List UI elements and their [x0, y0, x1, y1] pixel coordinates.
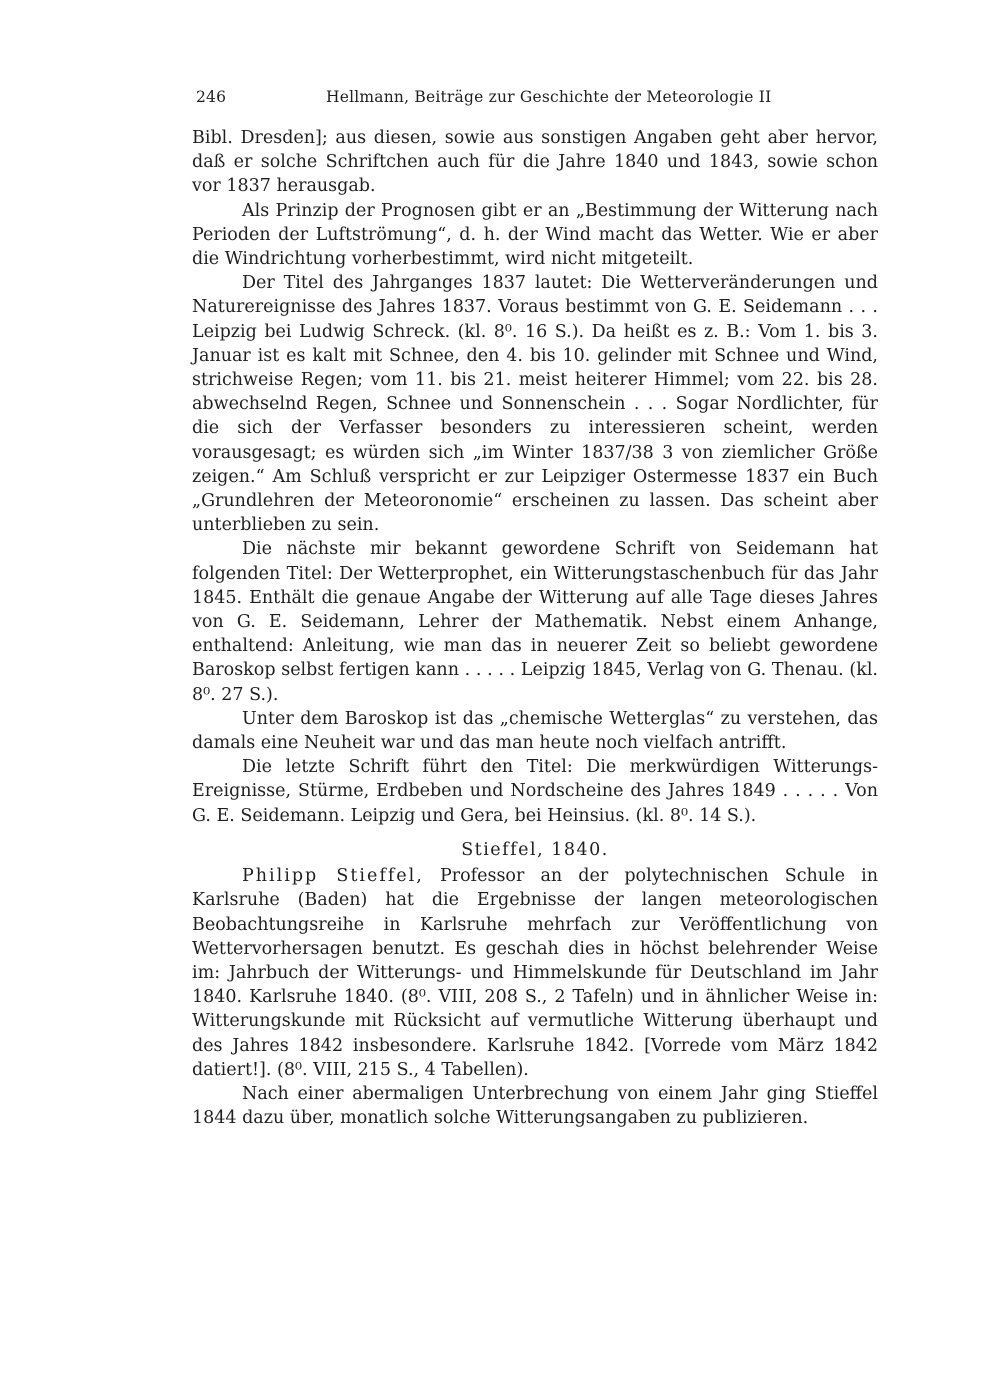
paragraph-continuation: Bibl. Dresden]; aus diesen, sowie aus sonstigen Angaben geht aber hervor, daß er solche Schriftchen auch für die Jahre 1840 und 1843, sowie schon vor 1837 herausgab. [192, 128, 878, 197]
paragraph-prognosen-prinzip: Als Prinzip der Prognosen gibt er an „Bestimmung der Witterung nach Perioden der Luftströmung“, d. h. der Wind macht das Wetter. Wie er aber die Windrichtung vorherbestimmt, wird nicht mitgeteilt. [192, 200, 878, 270]
paragraph-letzte-schrift: Die letzte Schrift führt den Titel: Die merkwürdigen Witterungs-Ereignisse, Stürme, Erdbeben und Nordscheine des Jahres 1849 . . . . . Von G. E. Seidemann. Leipzig und Gera, bei Heinsius. (kl. 8⁰. 14 S.). [192, 757, 878, 826]
page-header [196, 88, 772, 112]
author-name-stieffel: Philipp Stieffel, [242, 866, 424, 887]
section-heading-stieffel: Stieffel, 1840. [461, 839, 609, 860]
paragraph-jahrgang-1837: Der Titel des Jahrganges 1837 lautet: Die Wetterveränderungen und Naturereignisse des Jahres 1837. Voraus bestimmt von G. E. Seidemann . . . Leipzig bei Ludwig Schreck. (kl. 8⁰. 16 S.). Da heißt es z. B.: Vom 1. bis 3. Januar ist es kalt mit Schnee, den 4. bis 10. gelinder mit Schnee und Wind, strichweise Regen; vom 11. bis 21. meist heiterer Himmel; vom 22. bis 28. abwechselnd Regen, Schnee und Sonnenschein . . . Sogar Nordlichter, für die sich der Verfasser besonders zu interessieren scheint, werden vorausgesagt; es würden sich „im Winter 1837/38 3 von ziemlicher Größe zeigen.“ Am Schluß verspricht er zur Leipziger Ostermesse 1837 ein Buch „Grundlehren der Meteoronomie“ erscheinen zu lassen. Das scheint aber unterblieben zu sein. [192, 273, 878, 536]
running-head: Hellmann, Beiträge zur Geschichte der Meteorologie II [326, 88, 772, 106]
page-number: 246 [196, 88, 227, 106]
paragraph-stieffel-monatlich: Nach einer abermaligen Unterbrechung von einem Jahr ging Stieffel 1844 dazu über, monatlich solche Witterungsangaben zu publizieren. [192, 1083, 878, 1129]
body-text [192, 126, 878, 1130]
paragraph-wetterprophet: Die nächste mir bekannt gewordene Schrift von Seidemann hat folgenden Titel: Der Wetterprophet, ein Witterungstaschenbuch für das Jahr 1845. Enthält die genaue Angabe der Witterung auf alle Tage dieses Jahres von G. E. Seidemann, Lehrer der Mathematik. Nebst einem Anhange, enthaltend: Anleitung, wie man das in neuerer Zeit so beliebt gewordene Baroskop selbst fertigen kann . . . . . Leipzig 1845, Verlag von G. Thenau. (kl. 8⁰. 27 S.). [192, 539, 878, 705]
paragraph-baroskop: Unter dem Baroskop ist das „chemische Wetterglas“ zu verstehen, das damals eine Neuheit war und das man heute noch vielfach antrifft. [192, 708, 878, 754]
paragraph-stieffel-intro-text: Professor an der polytechnischen Schule in Karlsruhe (Baden) hat die Ergebnisse der langen meteorologischen Beobachtungsreihe in Karlsruhe mehrfach zur Veröffentlichung von Wettervorhersagen benutzt. Es geschah dies in höchst belehrender Weise im: Jahrbuch der Witterungs- und Himmelskunde für Deutschland im Jahr 1840. Karlsruhe 1840. (8⁰. VIII, 208 S., 2 Tafeln) und in ähnlicher Weise in: Witterungskunde mit Rücksicht auf vermutliche Witterung überhaupt und des Jahres 1842 insbesondere. Karlsruhe 1842. [Vorrede vom März 1842 datiert!]. (8⁰. VIII, 215 S., 4 Tabellen). [192, 866, 879, 1080]
paragraph-stieffel-intro [192, 864, 878, 1082]
